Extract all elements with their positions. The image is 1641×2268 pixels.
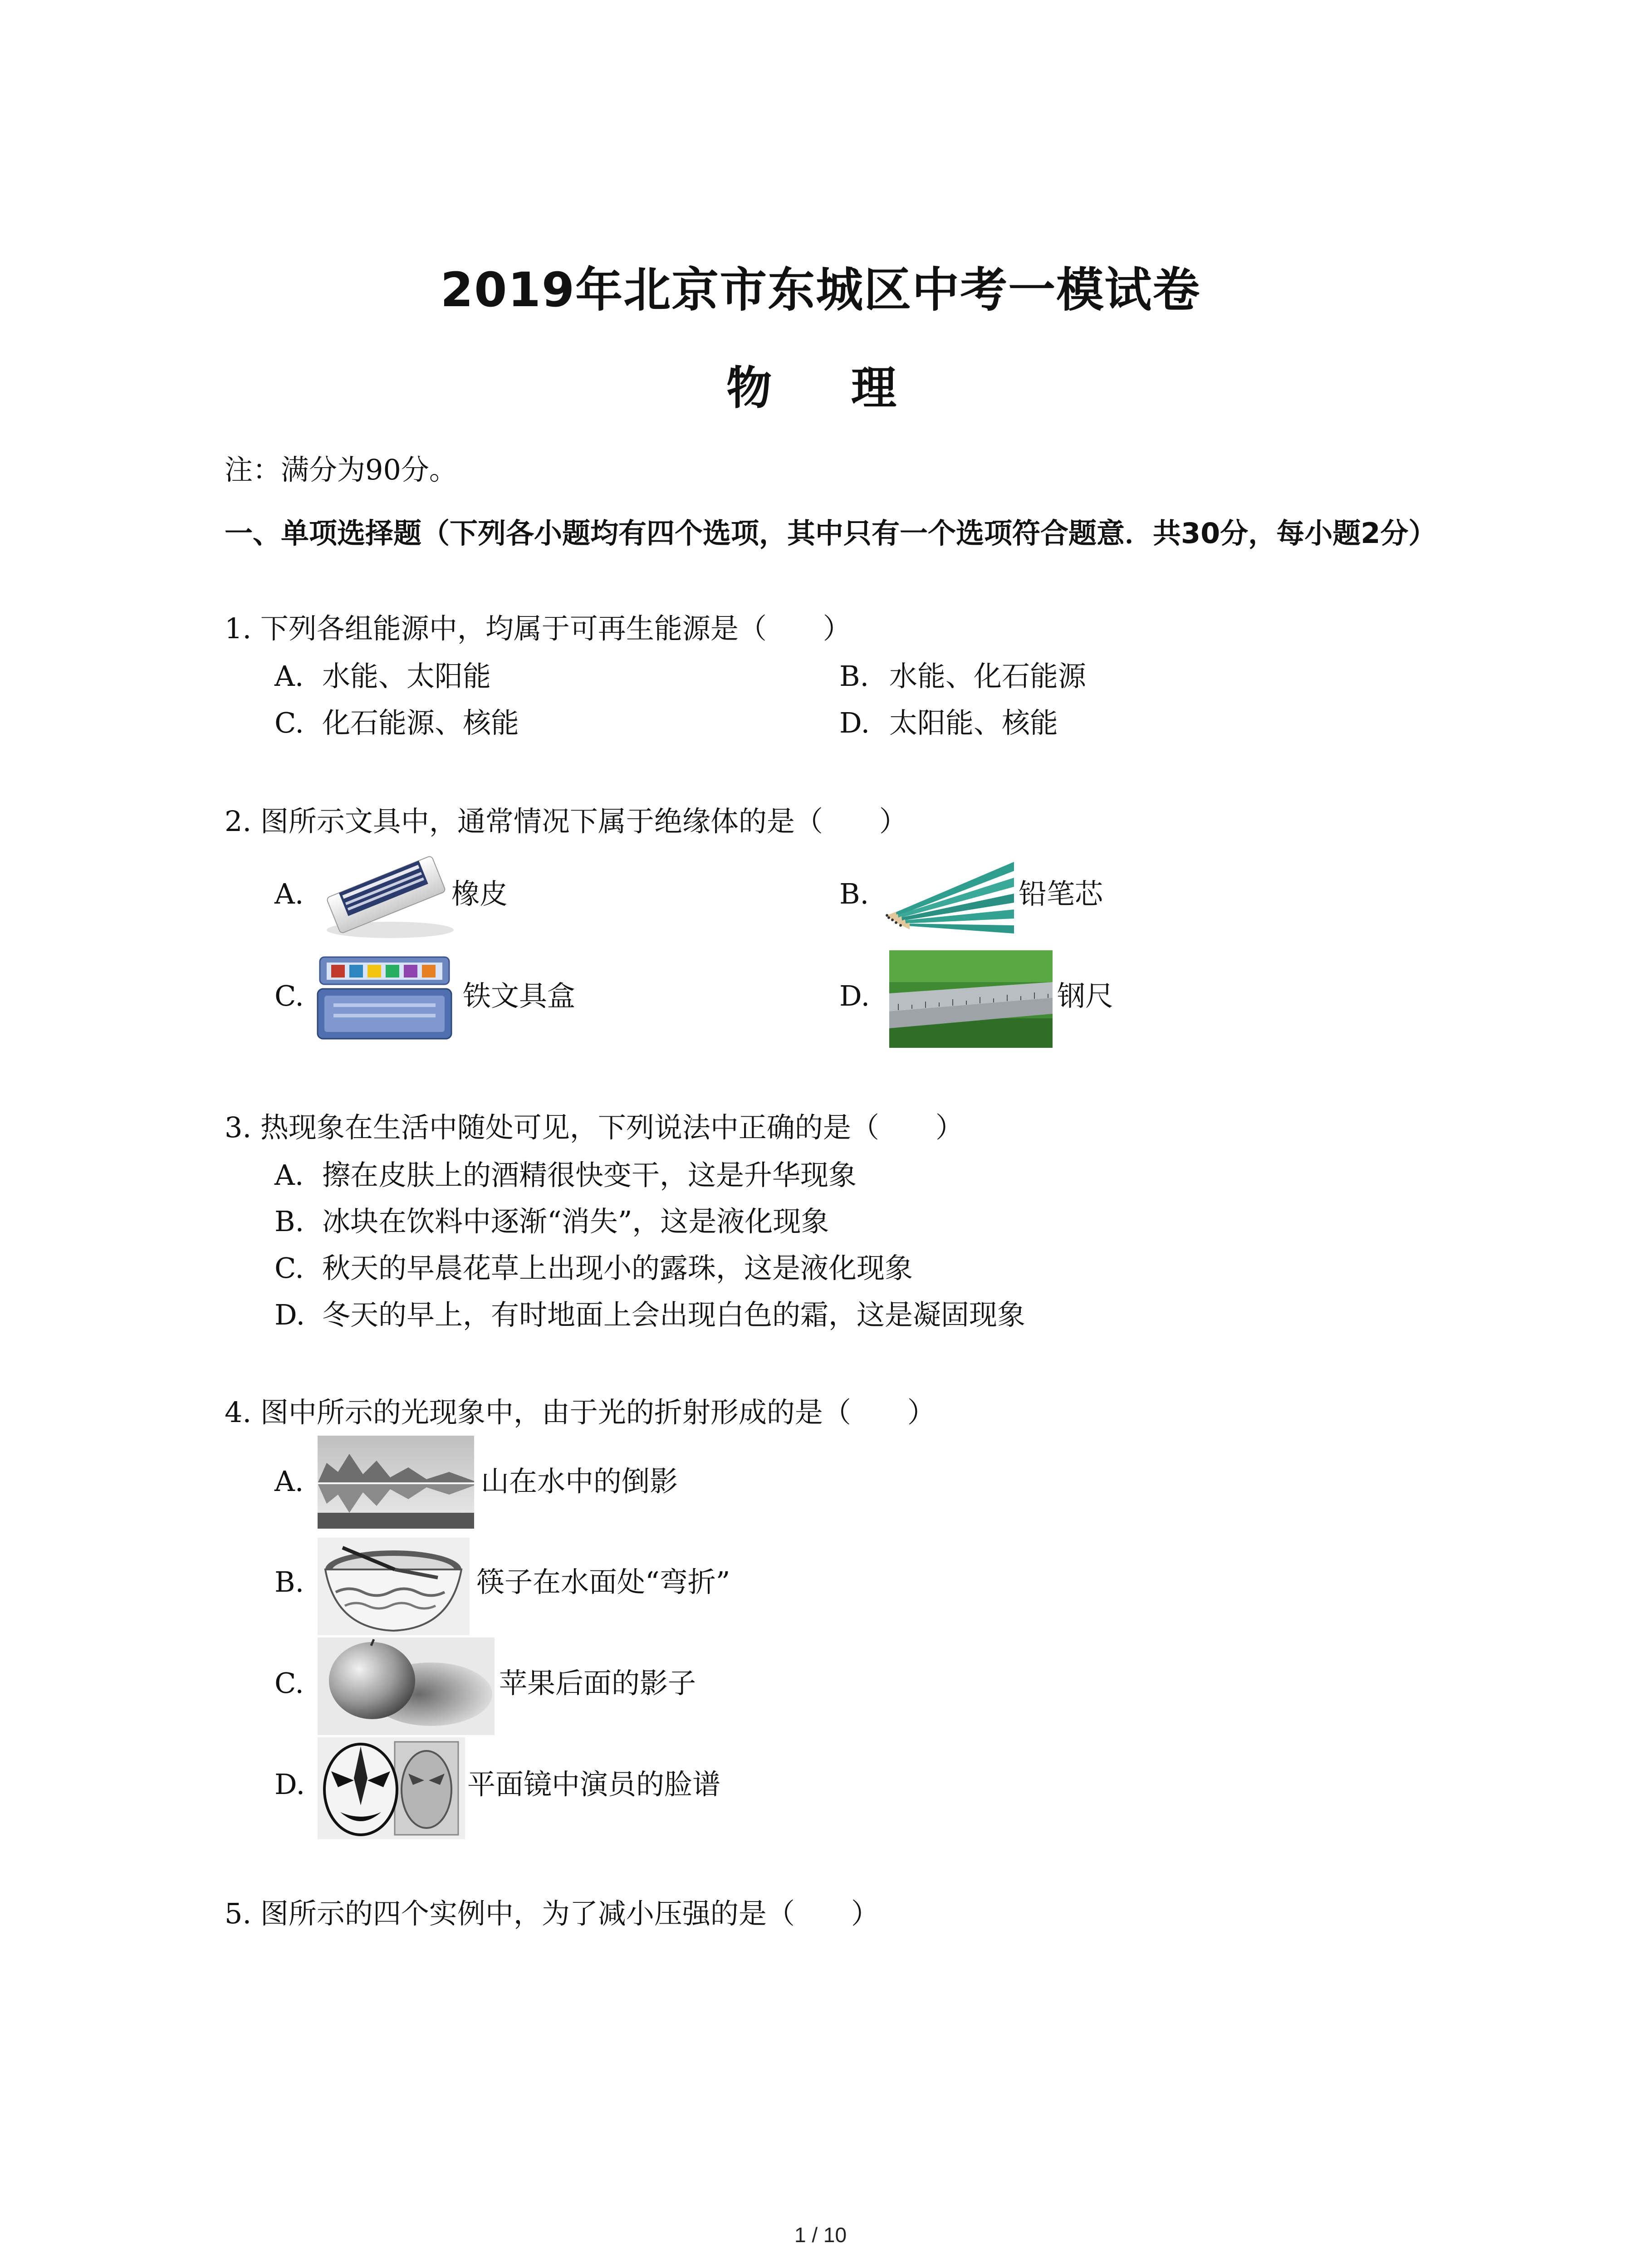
q3-option-d-letter: D. xyxy=(274,1298,305,1331)
q4-option-b-letter: B. xyxy=(274,1565,304,1598)
q1-option-c-text: 化石能源、核能 xyxy=(322,706,519,739)
q4-option-a-text: 山在水中的倒影 xyxy=(481,1465,678,1498)
q2-option-d-letter: D. xyxy=(839,979,870,1012)
q3-option-b-text: 冰块在饮料中逐渐“消失”，这是液化现象 xyxy=(322,1205,829,1238)
q1-option-b-letter: B. xyxy=(839,660,869,693)
q2-option-c-letter: C. xyxy=(274,979,304,1012)
q4-option-d-text: 平面镜中演员的脸谱 xyxy=(467,1768,721,1801)
q4-option-c-text: 苹果后面的影子 xyxy=(499,1667,696,1700)
apple-shadow-image xyxy=(318,1637,495,1735)
q3-option-a-text: 擦在皮肤上的酒精很快变干，这是升华现象 xyxy=(322,1158,857,1192)
question-2-stem: 2. 图所示文具中，通常情况下属于绝缘体的是（ ） xyxy=(225,805,907,838)
subject-title: 物 理 xyxy=(726,362,915,415)
q1-option-d-text: 太阳能、核能 xyxy=(889,706,1058,739)
eraser-image xyxy=(318,844,454,941)
exam-title: 2019年北京市东城区中考一模试卷 xyxy=(440,262,1201,318)
mountain-reflection-image xyxy=(318,1436,474,1529)
q2-option-b-text: 铅笔芯 xyxy=(1019,877,1103,910)
q4-option-d-letter: D. xyxy=(274,1768,305,1801)
q4-option-c-letter: C. xyxy=(274,1667,304,1700)
question-4-stem: 4. 图中所示的光现象中，由于光的折射形成的是（ ） xyxy=(225,1396,936,1429)
q2-option-d-text: 钢尺 xyxy=(1057,979,1114,1012)
q1-option-a-text: 水能、太阳能 xyxy=(322,660,491,693)
q3-option-a-letter: A. xyxy=(274,1158,304,1192)
q2-option-a-letter: A. xyxy=(274,877,304,910)
q1-option-b-text: 水能、化石能源 xyxy=(889,660,1087,693)
q1-option-a-letter: A. xyxy=(274,660,304,693)
q3-option-c-text: 秋天的早晨花草上出现小的露珠，这是液化现象 xyxy=(322,1251,913,1285)
pencil-case-image xyxy=(315,953,454,1046)
q4-option-a-letter: A. xyxy=(274,1465,304,1498)
q2-option-b-letter: B. xyxy=(839,877,869,910)
section-heading: 一、单项选择题（下列各小题均有四个选项，其中只有一个选项符合题意．共30分，每小题2分） xyxy=(225,517,1437,550)
question-3-stem: 3. 热现象在生活中随处可见，下列说法中正确的是（ ） xyxy=(225,1111,964,1144)
question-5-stem: 5. 图所示的四个实例中，为了减小压强的是（ ） xyxy=(225,1897,879,1930)
q3-option-b-letter: B. xyxy=(274,1205,304,1238)
q1-option-c-letter: C. xyxy=(274,706,304,739)
chopstick-bowl-image xyxy=(318,1538,470,1635)
q2-option-a-text: 橡皮 xyxy=(451,877,508,910)
q2-option-c-text: 铁文具盒 xyxy=(463,979,576,1012)
pencils-image xyxy=(882,844,1014,939)
q3-option-d-text: 冬天的早上，有时地面上会出现白色的霜，这是凝固现象 xyxy=(322,1298,1026,1331)
score-note: 注：满分为90分。 xyxy=(225,453,457,486)
q3-option-c-letter: C. xyxy=(274,1251,304,1285)
question-1-stem: 1. 下列各组能源中，均属于可再生能源是（ ） xyxy=(225,612,851,645)
q4-option-b-text: 筷子在水面处“弯折” xyxy=(476,1565,730,1598)
steel-ruler-image xyxy=(889,950,1053,1048)
q1-option-d-letter: D. xyxy=(839,706,870,739)
page-number: 1 / 10 xyxy=(794,2223,847,2247)
opera-mask-mirror-image xyxy=(318,1737,465,1839)
